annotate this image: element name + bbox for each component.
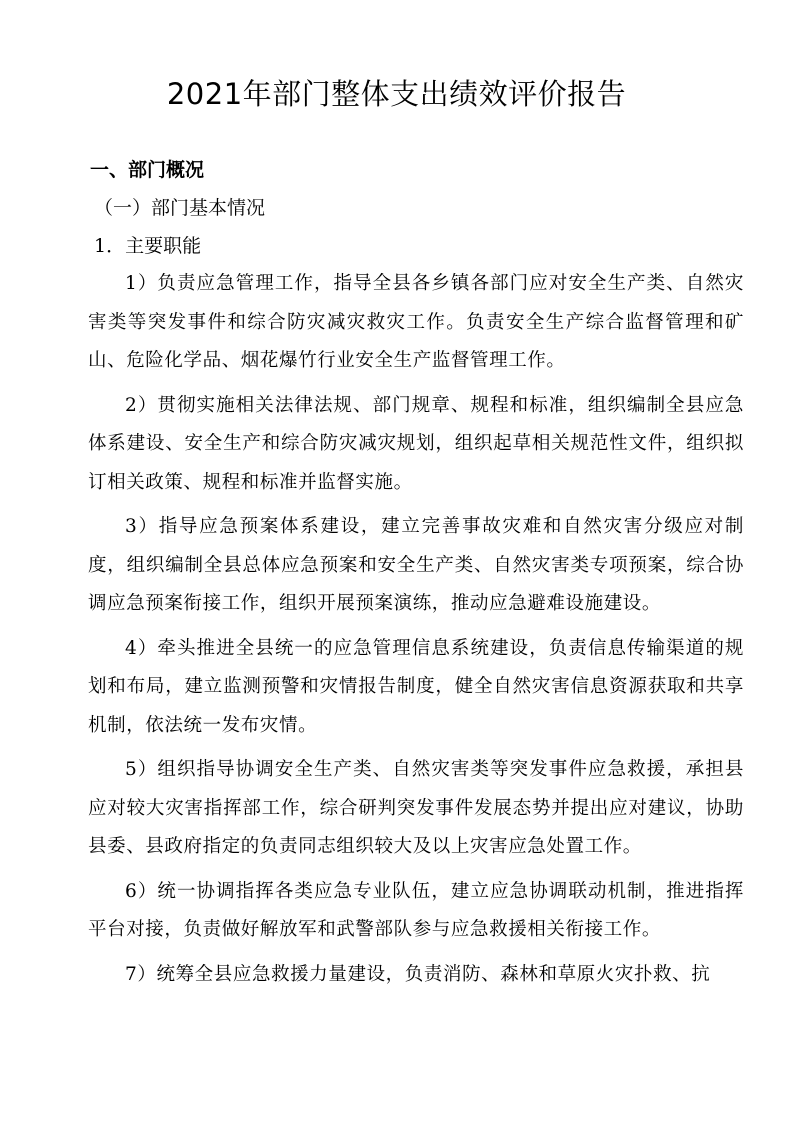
- duty-paragraph-3: 3）指导应急预案体系建设，建立完善事故灾难和自然灾害分级应对制度，组织编制全县总体应急预案和安全生产类、自然灾害类专项预案，综合协调应急预案衔接工作，组织开展预案演练，推动应急避难设施建设。: [88, 516, 744, 614]
- section-heading: 一、部门概况: [90, 159, 205, 181]
- duty-paragraph-7: 7）统筹全县应急救援力量建设，负责消防、森林和草原火灾扑救、抗: [125, 963, 711, 985]
- subsubsection-heading: 1．主要职能: [94, 235, 202, 257]
- document-title: 2021年部门整体支出绩效评价报告: [166, 77, 627, 111]
- duty-paragraph-6: 6）统一协调指挥各类应急专业队伍，建立应急协调联动机制，推进指挥平台对接，负责做好解放军和武警部队参与应急救援相关衔接工作。: [88, 880, 744, 940]
- duty-paragraph-5: 5）组织指导协调安全生产类、自然灾害类等突发事件应急救援，承担县应对较大灾害指挥部工作，综合研判突发事件发展态势并提出应对建议，协助县委、县政府指定的负责同志组织较大及以上灾害应急处置工作。: [88, 759, 744, 857]
- subsection-heading: （一）部门基本情况: [94, 197, 266, 219]
- document-body: [90, 151, 744, 994]
- duty-paragraph-1: 1）负责应急管理工作，指导全县各乡镇各部门应对安全生产类、自然灾害类等突发事件和综合防灾减灾救灾工作。负责安全生产综合监督管理和矿山、危险化学品、烟花爆竹行业安全生产监督管理工作。: [88, 273, 744, 371]
- duty-paragraph-4: 4）牵头推进全县统一的应急管理信息系统建设，负责信息传输渠道的规划和布局，建立监测预警和灾情报告制度，健全自然灾害信息资源获取和共享机制，依法统一发布灾情。: [88, 637, 744, 736]
- duty-paragraph-2: 2）贯彻实施相关法律法规、部门规章、规程和标准，组织编制全县应急体系建设、安全生产和综合防灾减灾规划，组织起草相关规范性文件，组织拟订相关政策、规程和标准并监督实施。: [88, 394, 744, 493]
